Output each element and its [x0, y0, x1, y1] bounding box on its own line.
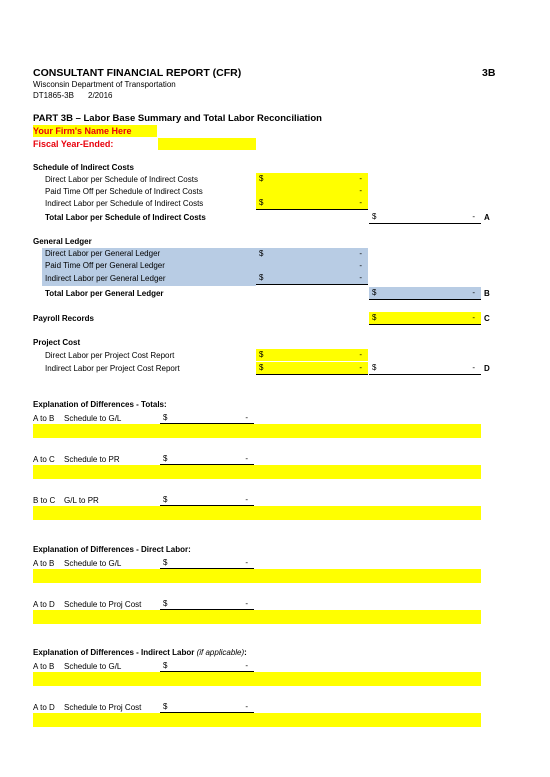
form-date: 2/2016	[88, 91, 113, 100]
explanation-totals-heading: Explanation of Differences - Totals:	[33, 400, 167, 409]
expl-desc: Schedule to G/L	[64, 414, 122, 423]
project-indirect-labor-label: Indirect Labor per Project Cost Report	[45, 364, 180, 373]
ledger-total-label: Total Labor per General Ledger	[45, 289, 164, 298]
expl-difference-value	[160, 412, 254, 424]
expl-code: A to B	[33, 414, 55, 423]
currency-sign: $	[259, 174, 264, 183]
project-direct-labor-field[interactable]	[256, 349, 368, 361]
amount-value: -	[245, 702, 248, 711]
currency-sign: $	[259, 363, 264, 372]
heading-note: (if applicable)	[196, 648, 245, 657]
explanation-input[interactable]	[33, 610, 481, 624]
amount-value: -	[245, 558, 248, 567]
expl-code: A to D	[33, 600, 55, 609]
amount-value: -	[245, 661, 248, 670]
currency-sign: $	[259, 350, 264, 359]
expl-desc: Schedule to Proj Cost	[64, 600, 142, 609]
amount-value: -	[472, 313, 475, 322]
amount-value: -	[359, 363, 362, 372]
currency-sign: $	[372, 212, 377, 221]
currency-sign: $	[259, 249, 264, 258]
amount-value: -	[472, 212, 475, 221]
fiscal-year-field[interactable]	[158, 138, 256, 150]
expl-difference-value	[160, 453, 254, 465]
currency-sign: $	[163, 599, 168, 608]
expl-desc: Schedule to G/L	[64, 559, 122, 568]
expl-desc: G/L to PR	[64, 496, 99, 505]
expl-code: A to D	[33, 703, 55, 712]
indirect-indirect-labor-label: Indirect Labor per Schedule of Indirect Costs	[45, 199, 204, 208]
explanation-input[interactable]	[33, 506, 481, 520]
fiscal-year-label: Fiscal Year-Ended:	[33, 139, 114, 149]
amount-value: -	[359, 261, 362, 270]
indirect-direct-labor-label: Direct Labor per Schedule of Indirect Costs	[45, 175, 198, 184]
total-letter-a: A	[484, 213, 490, 222]
project-heading: Project Cost	[33, 338, 81, 347]
amount-value: -	[245, 413, 248, 422]
expl-desc: Schedule to Proj Cost	[64, 703, 142, 712]
currency-sign: $	[372, 363, 377, 372]
indirect-direct-labor-field[interactable]	[256, 173, 368, 185]
ledger-total-value	[369, 287, 481, 300]
expl-difference-value	[160, 701, 254, 713]
explanation-indirect-heading	[33, 648, 247, 658]
expl-code: A to B	[33, 559, 55, 568]
amount-value: -	[245, 454, 248, 463]
payroll-label: Payroll Records	[33, 314, 94, 323]
expl-desc: Schedule to G/L	[64, 662, 122, 671]
page-code: 3B	[482, 67, 496, 79]
heading-suffix: :	[244, 648, 247, 657]
currency-sign: $	[163, 661, 168, 670]
report-title: CONSULTANT FINANCIAL REPORT (CFR)	[33, 67, 242, 79]
amount-value: -	[359, 174, 362, 183]
indirect-heading: Schedule of Indirect Costs	[33, 163, 134, 172]
explanation-input[interactable]	[33, 569, 481, 583]
part-title: PART 3B – Labor Base Summary and Total Labor Reconciliation	[33, 113, 322, 124]
agency-name: Wisconsin Department of Transportation	[33, 80, 176, 89]
amount-value: -	[359, 273, 362, 282]
currency-sign: $	[259, 273, 264, 282]
currency-sign: $	[163, 495, 168, 504]
indirect-indirect-labor-field[interactable]	[256, 197, 368, 210]
currency-sign: $	[372, 288, 377, 297]
currency-sign: $	[163, 558, 168, 567]
expl-difference-value	[160, 494, 254, 506]
indirect-total-value	[369, 211, 481, 224]
explanation-input[interactable]	[33, 424, 481, 438]
total-letter-c: C	[484, 314, 490, 323]
project-indirect-labor-field[interactable]	[256, 362, 368, 375]
indirect-pto-label: Paid Time Off per Schedule of Indirect Costs	[45, 187, 203, 196]
ledger-pto-label: Paid Time Off per General Ledger	[45, 261, 165, 270]
total-letter-d: D	[484, 364, 490, 373]
ledger-indirect-labor-field[interactable]	[256, 272, 368, 285]
amount-value: -	[359, 350, 362, 359]
ledger-direct-labor-label: Direct Labor per General Ledger	[45, 249, 161, 258]
expl-code: B to C	[33, 496, 56, 505]
heading-text: Explanation of Differences - Indirect Labor	[33, 648, 197, 657]
expl-difference-value	[160, 598, 254, 610]
project-total-value	[369, 362, 481, 375]
currency-sign: $	[163, 413, 168, 422]
ledger-heading: General Ledger	[33, 237, 92, 246]
total-letter-b: B	[484, 289, 490, 298]
amount-value: -	[472, 288, 475, 297]
project-direct-labor-label: Direct Labor per Project Cost Report	[45, 351, 175, 360]
indirect-total-label: Total Labor per Schedule of Indirect Costs	[45, 213, 206, 222]
ledger-pto-field[interactable]	[256, 260, 368, 272]
currency-sign: $	[163, 454, 168, 463]
amount-value: -	[472, 363, 475, 372]
firm-name-field[interactable]: Your Firm's Name Here	[33, 125, 157, 137]
amount-value: -	[359, 249, 362, 258]
ledger-direct-labor-field[interactable]	[256, 248, 368, 260]
expl-code: A to B	[33, 662, 55, 671]
currency-sign: $	[372, 313, 377, 322]
currency-sign: $	[163, 702, 168, 711]
amount-value: -	[245, 495, 248, 504]
amount-value: -	[359, 198, 362, 207]
amount-value: -	[245, 599, 248, 608]
expl-desc: Schedule to PR	[64, 455, 120, 464]
expl-difference-value	[160, 557, 254, 569]
expl-code: A to C	[33, 455, 55, 464]
indirect-pto-field[interactable]	[256, 185, 368, 197]
amount-value: -	[359, 186, 362, 195]
explanation-input[interactable]	[33, 465, 481, 479]
expl-difference-value	[160, 660, 254, 672]
explanation-input[interactable]	[33, 672, 481, 686]
form-number: DT1865-3B	[33, 91, 74, 100]
explanation-input[interactable]	[33, 713, 481, 727]
explanation-direct-heading: Explanation of Differences - Direct Labor:	[33, 545, 191, 554]
currency-sign: $	[259, 198, 264, 207]
payroll-field[interactable]	[369, 312, 481, 325]
ledger-indirect-labor-label: Indirect Labor per General Ledger	[45, 274, 166, 283]
